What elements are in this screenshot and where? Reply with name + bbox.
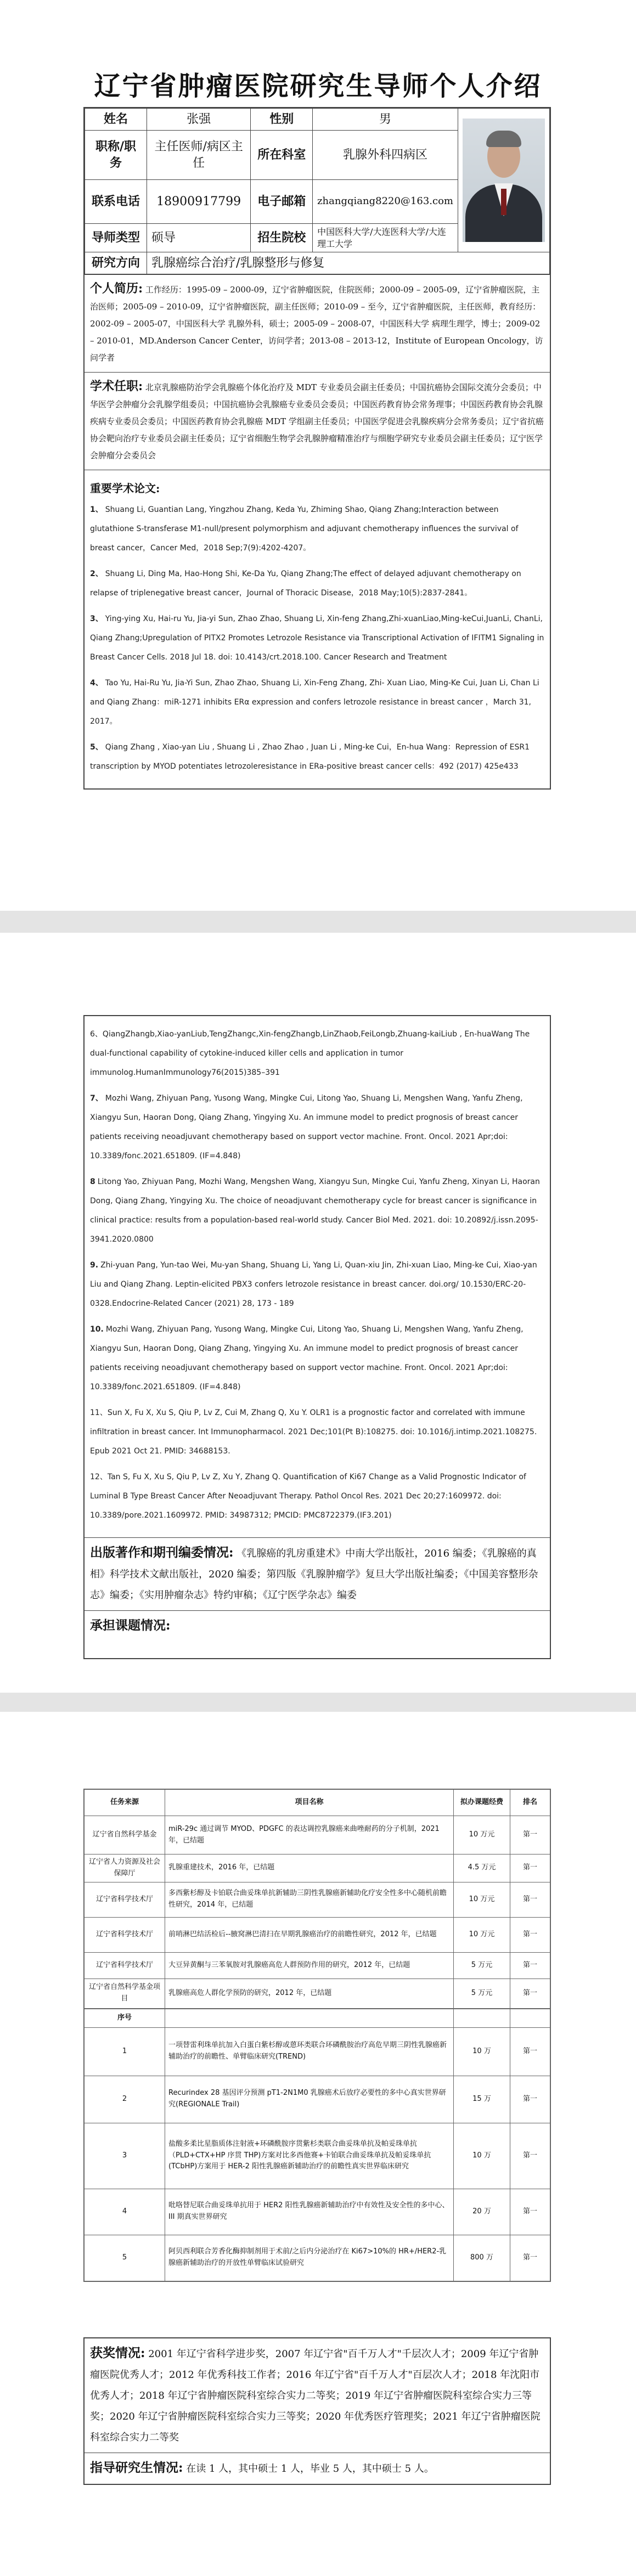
gender-label: 性别: [251, 109, 313, 131]
table-cell: 辽宁省科学技术厅: [85, 1882, 165, 1917]
paper-item: 9. Zhi-yuan Pang, Yun-tao Wei, Mu-yan Shang, Shuang Li, Yang Li, Quan-xiu Jin, Zhi-xuan Liao, Ming-ke Cui, Xiao-yan Liu and Qiang Zhang. Leptin-elicited PBX3 confers letrozole resistance in breast cancer. doi.org/ 10.1530/ERC-20-0328.Endocrine-Related Cancer (2021) 28, 173 - 189: [90, 1261, 537, 1308]
table-cell: 第一: [510, 2189, 550, 2235]
table-cell: 800 万: [454, 2235, 510, 2281]
projects-heading: 承担课题情况:: [90, 1618, 171, 1633]
dept-label: 所在科室: [251, 131, 313, 180]
table-cell: 辽宁省科学技术厅: [85, 1917, 165, 1952]
table-cell: 1: [85, 2027, 165, 2076]
table-cell: 5 万元: [454, 1978, 510, 2008]
page-title: 辽宁省肿瘤医院研究生导师个人介绍: [94, 71, 542, 102]
table-cell: 乳腺癌高危人群化学预防的研究，2012 年，已结题: [165, 1978, 454, 2008]
table-cell: 第一: [510, 2235, 550, 2281]
paper-item: 4、 Tao Yu, Hai-Ru Yu, Jia-Yi Sun, Zhao Zhao, Shuang Li, Xin-Feng Zhang, Zhi- Xuan Liao, Ming-Ke Cui, Juan Li, Chan Li and Qiang Zhang：miR-1271 inhibits ERα expression and confers letrozole resistance in breast cancer ，March 31, 2017。: [90, 679, 539, 726]
name-label: 姓名: [85, 109, 147, 131]
table-cell: 20 万: [454, 2189, 510, 2235]
resume-text: 工作经历：1995-09 – 2000-09，辽宁省肿瘤医院，住院医师；2000-09 – 2005-09，辽宁省肿瘤医院，主治医师；2005-09 – 2010-09，辽宁省肿瘤医院，副主任医师；2010-09 – 至今，辽宁省肿瘤医院，主任医师，教育经历：2002-09 – 2005-07，中国医科大学 乳腺外科，硕士；2005-09 – 2008-07，中国医科大学 病理生理学，博士；2009-02 – 2010-01，MD.Anderson Cancer Center，访问学者；2013-08 – 2013-12，Institute of European Oncology，访问学者: [90, 285, 543, 363]
phone-value: 18900917799: [147, 180, 250, 224]
title-value: 主任医师/病区主任: [147, 131, 250, 180]
col-header: 排名: [510, 1790, 550, 1816]
document-page-1: [0, 0, 636, 911]
phone-label: 联系电话: [85, 180, 147, 224]
table-cell: Recurindex 28 基因评分预测 pT1-2N1M0 乳腺癌术后放疗必要性的多中心真实世界研究(REGIONALE Trail): [165, 2076, 454, 2123]
col-header: 序号: [85, 2009, 165, 2027]
projects-section: [85, 1610, 550, 1658]
email-value: zhangqiang8220@163.com: [313, 180, 458, 224]
paper-item: 6、QiangZhangb,Xiao-yanLiub,TengZhangc,Xin-fengZhangb,LinZhaob,FeiLongb,Zhuang-kaiLiub , En-huaWang The dual-functional capability of cytokine-induced killer cells and application in tumor immunolog.HumanImmunology76(2015)385–391: [90, 1030, 530, 1077]
table-cell: 10 万元: [454, 1816, 510, 1855]
email-label: 电子邮箱: [251, 180, 313, 224]
awards-text: 2001 年辽宁省科学进步奖，2007 年辽宁省"百千万人才"千层次人才；2009 年辽宁省肿瘤医院优秀人才；2012 年优秀科技工作者；2016 年辽宁省"百千万人才"百层次人才；2018 年沈阳市优秀人才；2018 年辽宁省肿瘤医院科室综合实力二等奖；2019 年辽宁省肿瘤医院科室综合实力三等奖；2020 年辽宁省肿瘤医院科室综合实力三等奖；2020 年优秀医疗管理奖；2021 年辽宁省肿瘤医院科室综合实力二等奖: [90, 2348, 541, 2443]
awards-heading: 获奖情况:: [90, 2346, 145, 2360]
table-cell: 10 万元: [454, 1917, 510, 1952]
table-cell: 第一: [510, 1917, 550, 1952]
table-row: [85, 1917, 550, 1952]
paper-item: 11、Sun X, Fu X, Xu S, Qiu P, Lv Z, Cui M, Zhang Q, Xu Y. OLR1 is a prognostic factor and correlated with immune infiltration in breast cancer. Int Immunopharmacol. 2021 Dec;101(Pt B):108275. doi: 10.1016/j.intimp.2021.108275. Epub 2021 Oct 21. PMID: 34688153.: [90, 1408, 537, 1456]
students-text: 在读 1 人，其中硕士 1 人，毕业 5 人，其中硕士 5 人。: [186, 2463, 434, 2474]
table-cell: 10 万: [454, 2123, 510, 2189]
school-label: 招生院校: [251, 224, 313, 252]
table-cell: 5: [85, 2235, 165, 2281]
students-heading: 指导研究生情况:: [90, 2460, 183, 2475]
table-cell: 4.5 万元: [454, 1855, 510, 1882]
table-row: [85, 1855, 550, 1882]
table-cell: 盐酸多柔比星脂质体注射液+环磷酰胺序贯紫杉类联合曲妥珠单抗及帕妥珠单抗（PLD+CTX+HP 序贯 THP)方案对比多西他赛+卡铂联合曲妥珠单抗及帕妥珠单抗(TCbHP)方案用于 HER-2 阳性乳腺癌新辅助治疗的前瞻性真实世界临床研究: [165, 2123, 454, 2189]
paper-item: 3、 Ying-ying Xu, Hai-ru Yu, Jia-yi Sun, Zhao Zhao, Shuang Li, Xin-feng Zhang,Zhi-xuanLiao,Ming-keCui,JuanLi, ChanLi, Qiang Zhang;Upregulation of PITX2 Promotes Letrozole Resistance via Transcriptional Activation of IFITM1 Signaling in Breast Cancer Cells. 2018 Jul 18. doi: 10.4143/crt.2018.100. Cancer Research and Treatment: [90, 615, 544, 662]
table-cell: 4: [85, 2189, 165, 2235]
col-header: 项目名称: [165, 1790, 454, 1816]
table-cell: 第一: [510, 2027, 550, 2076]
table-row: [85, 2189, 550, 2235]
direction-value: 乳腺癌综合治疗/乳腺整形与修复: [147, 252, 549, 274]
table-cell: 第一: [510, 2076, 550, 2123]
funded-projects-table: [84, 1789, 550, 2009]
table-cell: 第一: [510, 1952, 550, 1978]
table-cell: 辽宁省人力资源及社会保障厅: [85, 1855, 165, 1882]
paper-item: 12、Tan S, Fu X, Xu S, Qiu P, Lv Z, Xu Y, Zhang Q. Quantification of Ki67 Change as a Valid Prognostic Indicator of Luminal B Type Breast Cancer After Neoadjuvant Therapy. Pathol Oncol Res. 2021 Dec 20;27:1609972. doi: 10.3389/pore.2021.1609972. PMID: 34987312; PMCID: PMC8722379.(IF3.201): [90, 1473, 526, 1520]
table-cell: miR-29c 通过调节 MYOD、PDGFC 的表达调控乳腺癌来曲唑耐药的分子机制，2021 年，已结题: [165, 1816, 454, 1855]
table-cell: 3: [85, 2123, 165, 2189]
duties-text: 北京乳腺癌防治学会乳腺癌个体化治疗及 MDT 专业委员会副主任委员；中国抗癌协会国际交流分会委员；中华医学会肿瘤分会乳腺学组委员；中国抗癌协会乳腺癌专业委员会委员；中国医药教育协会常务理事；中国医药教育协会乳腺疾病专业委员会委员；中国医药教育协会乳腺癌 MDT 学组副主任委员；中国医学促进会乳腺疾病分会常务委员；辽宁省抗癌协会靶向治疗专业委员会副主任委员；辽宁省细胞生物学会乳腺肿瘤精准治疗与细胞学研究专业委员会副主任委员；辽宁医学会肿瘤分会委员会: [90, 382, 544, 461]
books-section: [85, 1537, 550, 1610]
table-row: [85, 2235, 550, 2281]
direction-label: 研究方向: [85, 252, 147, 274]
papers-section-continued: [85, 1016, 550, 1537]
awards-students-box: [83, 2337, 551, 2485]
col-header: 拟办课题经费: [454, 1790, 510, 1816]
table-cell: 第一: [510, 1816, 550, 1855]
table-row: [85, 1952, 550, 1978]
col-header: [165, 2009, 454, 2027]
awards-section: [85, 2338, 550, 2453]
paper-item: 7、 Mozhi Wang, Zhiyuan Pang, Yusong Wang, Mingke Cui, Litong Yao, Shuang Li, Mengshen Wang, Yanfu Zheng, Xiangyu Sun, Haoran Dong, Qiang Zhang, Yingying Xu. An immune model to predict prognosis of breast cancer patients receiving neoadjuvant chemotherapy based on support vector machine. Front. Oncol. 2021 Apr;doi: 10.3389/fonc.2021.651809. (IF=4.848): [90, 1094, 523, 1160]
papers-heading: 重要学术论文:: [90, 482, 160, 495]
document-page-2: [0, 933, 636, 1693]
table-row: [85, 2076, 550, 2123]
name-value: 张强: [147, 109, 250, 131]
paper-item: 2、 Shuang Li, Ding Ma, Hao-Hong Shi, Ke-Da Yu, Qiang Zhang;The effect of delayed adjuvant chemotherapy on relapse of triplenegative breast cancer，Journal of Thoracic Disease，2018 May;10(5):2837-2841。: [90, 570, 521, 598]
mentor-type-value: 硕导: [147, 224, 250, 252]
table-row: [85, 1978, 550, 2008]
gender-value: 男: [313, 109, 458, 131]
table-cell: 辽宁省自然科学基金项目: [85, 1978, 165, 2008]
table-row: [85, 1816, 550, 1855]
info-table: [85, 108, 550, 274]
table-cell: 辽宁省科学技术厅: [85, 1952, 165, 1978]
col-header: [510, 2009, 550, 2027]
paper-item: 8 Litong Yao, Zhiyuan Pang, Mozhi Wang, Mengshen Wang, Xiangyu Sun, Mingke Cui, Yanfu Zheng, Xinyan Li, Haoran Dong, Qiang Zhang, Yingying Xu. The choice of neoadjuvant chemotherapy cycle for breast cancer is significance in clinical practice: results from a population-based real-world study. Cancer Biol Med. 2021. doi: 10.20892/j.issn.2095-3941.2020.0800: [90, 1177, 540, 1244]
table-cell: 第一: [510, 1978, 550, 2008]
table-cell: 辽宁省自然科学基金: [85, 1816, 165, 1855]
resume-section: [85, 274, 550, 372]
paper-item: 5、 Qiang Zhang , Xiao-yan Liu , Shuang Li , Zhao Zhao , Juan Li , Ming-ke Cui，En-hua Wang：Repression of ESR1 transcription by MYOD potentiates letrozoleresistance in ERa-positive breast cancer cells：492 (2017) 425e433: [90, 743, 530, 771]
projects-tables: [83, 1789, 551, 2282]
table-row: [85, 1882, 550, 1917]
duties-section: [85, 372, 550, 470]
table-cell: 前哨淋巴结活检后--腋窝淋巴清扫在早期乳腺癌治疗的前瞻性研究，2012 年，已结题: [165, 1917, 454, 1952]
duties-heading: 学术任职:: [90, 379, 143, 394]
table-cell: 15 万: [454, 2076, 510, 2123]
resume-heading: 个人简历:: [90, 281, 143, 296]
table-cell: 第一: [510, 1855, 550, 1882]
document-page-3: [0, 1712, 636, 2576]
table-cell: 第一: [510, 2123, 550, 2189]
students-section: [85, 2453, 550, 2484]
table-cell: 一项替雷利珠单抗加入白蛋白紫杉醇或蒽环类联合环磷酰胺治疗高危早期三阴性乳腺癌新辅助治疗的前瞻性、单臂临床研究(TREND): [165, 2027, 454, 2076]
col-header: 任务来源: [85, 1790, 165, 1816]
table-cell: 乳腺重建技术，2016 年，已结题: [165, 1855, 454, 1882]
table-cell: 2: [85, 2076, 165, 2123]
table-cell: 10 万: [454, 2027, 510, 2076]
clinical-trials-table: [84, 2009, 550, 2281]
school-value: 中国医科大学/大连医科大学/大连理工大学: [313, 224, 458, 252]
dept-value: 乳腺外科四病区: [313, 131, 458, 180]
table-cell: 吡咯替尼联合曲妥珠单抗用于 HER2 阳性乳腺癌新辅助治疗中有效性及安全性的多中心、III 期真实世界研究: [165, 2189, 454, 2235]
books-text: 《乳腺癌的乳房重建术》中南大学出版社，2016 编委；《乳腺癌的真相》科学技术文献出版社，2020 编委；第四版《乳腺肿瘤学》复旦大学出版社编委；《中国美容整形杂志》编委；《实用肿瘤杂志》特约审稿；《辽宁医学杂志》编委: [90, 1548, 538, 1601]
title-label: 职称/职务: [85, 131, 147, 180]
profile-form: [83, 107, 551, 790]
table-cell: 大豆异黄酮与三苯氧胺对乳腺癌高危人群预防作用的研究，2012 年，已结题: [165, 1952, 454, 1978]
table-row: [85, 2027, 550, 2076]
mentor-type-label: 导师类型: [85, 224, 147, 252]
books-heading: 出版著作和期刊编委情况:: [90, 1545, 234, 1560]
table-cell: 第一: [510, 1882, 550, 1917]
table-cell: 5 万元: [454, 1952, 510, 1978]
table-cell: 阿贝西利联合芳香化酶抑制剂用于术前/之后内分泌治疗在 Ki67>10%的 HR+/HER2-乳腺癌新辅助治疗的开放性单臂临床试验研究: [165, 2235, 454, 2281]
table-cell: 10 万元: [454, 1882, 510, 1917]
paper-item: 1、 Shuang Li, Guantian Lang, Yingzhou Zhang, Keda Yu, Zhiming Shao, Qiang Zhang;Interaction between glutathione S-transferase M1-null/present polymorphism and adjuvant chemotherapy influences the survival of breast cancer，Cancer Med，2018 Sep;7(9):4202-4207。: [90, 505, 519, 553]
papers-section: [85, 470, 550, 788]
table-row: [85, 2123, 550, 2189]
col-header: [454, 2009, 510, 2027]
profile-form-continued: [83, 1015, 551, 1659]
paper-item: 10. Mozhi Wang, Zhiyuan Pang, Yusong Wang, Mingke Cui, Litong Yao, Shuang Li, Mengshen Wang, Yanfu Zheng, Xiangyu Sun, Haoran Dong, Qiang Zhang, Yingying Xu. An immune model to predict prognosis of breast cancer patients receiving neoadjuvant chemotherapy based on support vector machine. Front. Oncol. 2021 Apr;doi: 10.3389/fonc.2021.651809. (IF=4.848): [90, 1325, 524, 1391]
photo-cell: [458, 109, 550, 252]
portrait-photo: [463, 119, 545, 242]
table-cell: 多西紫杉醇及卡铂联合曲妥珠单抗新辅助三阴性乳腺癌新辅助化疗安全性多中心随机前瞻性研究，2014 年，已结题: [165, 1882, 454, 1917]
